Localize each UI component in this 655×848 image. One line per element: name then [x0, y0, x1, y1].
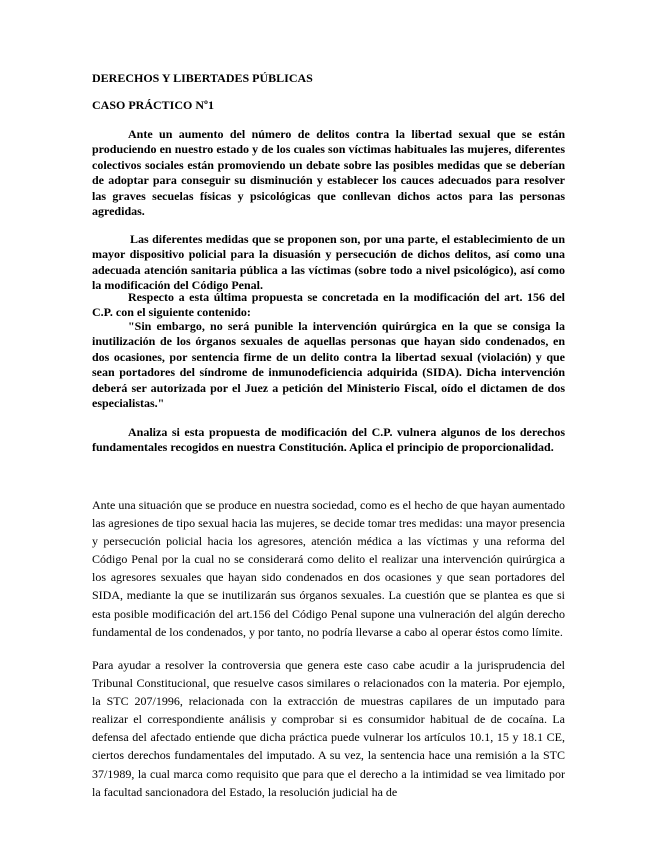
answer-paragraph-2: Para ayudar a resolver la controversia que genera este caso cabe acudir a la jurisprudencia del Tribunal Constitucional, que resuelve casos similares o relacionados con la materia. Por ejemplo, la STC 207/1996, relacionada con la extracción de muestras capilares de un imputado para realizar el correspondiente análisis y comprobar si es consumidor habitual de de cocaína. La defensa del afectado entiende que dicha práctica puede vulnerar los artículos 10.1, 15 y 18.1 CE, ciertos derechos fundamentales del imputado. A su vez, la sentencia hace una remisión a la STC 37/1989, la cual marca como requisito que para que el derecho a la intimidad se vea limitado por la facultad sancionadora del Estado, la resolución judicial ha de: [92, 658, 565, 799]
statement-intro-paragraph: Ante un aumento del número de delitos contra la libertad sexual que se están produciendo en nuestro estado y de los cuales son víctimas habituales las mujeres, diferentes colectivos sociales están promoviendo un debate sobre las posibles medidas que se deberían de adoptar para conseguir su disminución y establecer los cauces adecuados para resolver las graves secuelas físicas y psicológicas que conllevan dichos actos para las personas agredidas.: [92, 127, 565, 219]
statement-measures-paragraph: Las diferentes medidas que se proponen son, por una parte, el establecimiento de un mayor dispositivo policial para la disuasión y persecución de dichos delitos, así como una adecuada atención sanitaria pública a las víctimas (sobre todo a nivel psicológico), así como la modificación del Código Penal.: [92, 232, 565, 293]
case-title: CASO PRÁCTICO Nº1: [92, 98, 214, 112]
answer-paragraph-1: Ante una situación que se produce en nuestra sociedad, como es el hecho de que hayan aumentado las agresiones de tipo sexual hacia las mujeres, se decide tomar tres medidas: una mayor presencia y persecución policial hacia los agresores, atención médica a las víctimas y una reforma del Código Penal por la cual no se considerará como delito el realizar una intervención quirúrgica a los agresores sexuales que hayan sido condenados en dos ocasiones y que sean portadores del SIDA, mediante la que se inutilizarán sus órganos sexuales. La cuestión que se plantea es que si esta posible modificación del art.156 del Código Penal supone una vulneración del algún derecho fundamental de los condenados, y por tanto, no podría llevarse a cabo al operar éstos como límite.: [92, 498, 565, 639]
proposal-quote-paragraph: "Sin embargo, no será punible la intervención quirúrgica en la que se consiga la inutilización de los órganos sexuales de aquellas personas que hayan sido condenados, en dos ocasiones, por sentencia firme de un delito contra la libertad sexual (violación) y que sean portadores del síndrome de inmunodeficiencia adquirida (SIDA). Dicha intervención deberá ser autorizada por el Juez a petición del Ministerio Fiscal, oído el dictamen de dos especialistas.": [92, 319, 565, 411]
proposal-intro-paragraph: Respecto a esta última propuesta se concretada en la modificación del art. 156 del C.P. con el siguiente contenido:: [92, 290, 565, 320]
question-paragraph: Analiza si esta propuesta de modificación del C.P. vulnera algunos de los derechos fundamentales recogidos en nuestra Constitución. Aplica el principio de proporcionalidad.: [92, 425, 565, 455]
document-heading: DERECHOS Y LIBERTADES PÚBLICAS: [92, 71, 313, 85]
